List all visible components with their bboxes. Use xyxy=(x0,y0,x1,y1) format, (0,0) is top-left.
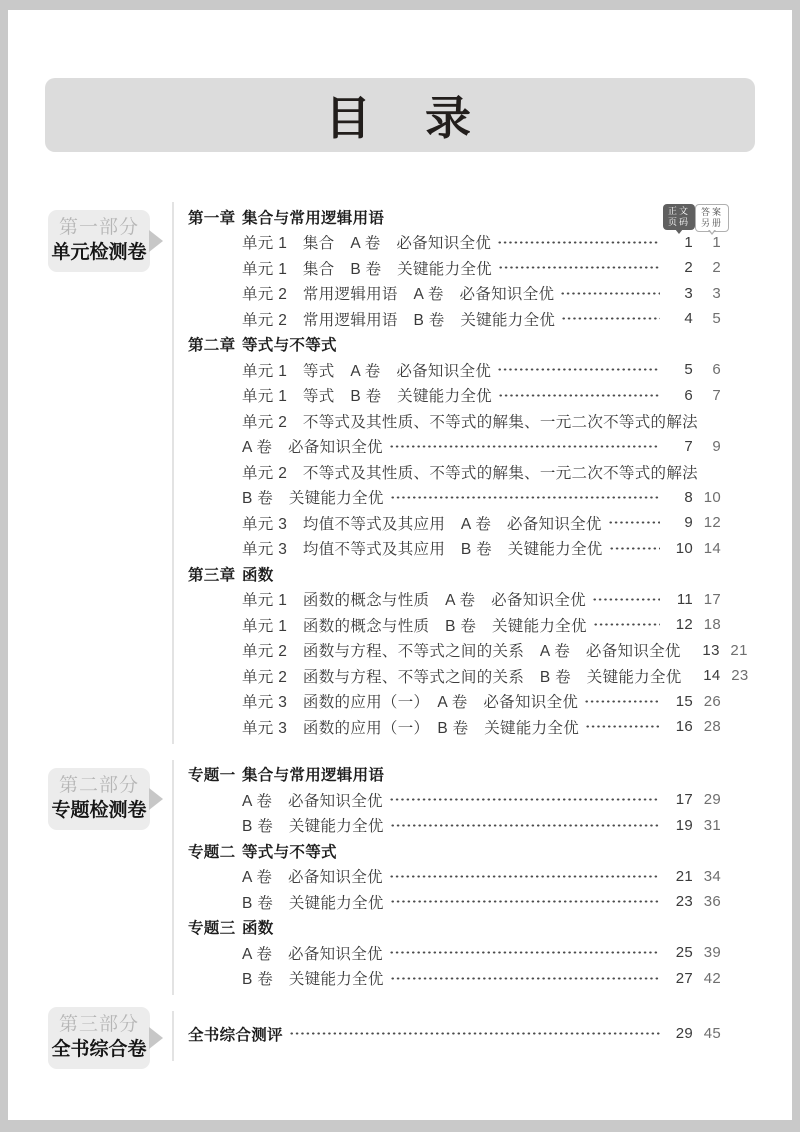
scanned-toc-page xyxy=(8,10,792,1120)
part-section-3 xyxy=(48,1011,752,1061)
toc-entry xyxy=(188,255,721,281)
main-page-number: 23 xyxy=(675,893,693,911)
main-page-number: 21 xyxy=(675,867,693,885)
main-page-number: 7 xyxy=(684,437,693,455)
dot-leader xyxy=(592,591,660,607)
group-heading xyxy=(188,561,721,587)
part-section-1 xyxy=(48,202,752,744)
entry-label: 单元 3 函数的应用（一） B 卷 关键能力全优 xyxy=(242,719,580,737)
toc-entry xyxy=(188,408,721,434)
column-header-main-page-badge xyxy=(663,204,695,230)
part-label: 第二部分 xyxy=(58,774,139,796)
toc-entry xyxy=(188,510,721,536)
entry-label: A 卷 必备知识全优 xyxy=(242,439,383,457)
toc-entry xyxy=(188,587,721,613)
entry-label: A 卷 必备知识全优 xyxy=(242,945,383,963)
answer-page-number: 7 xyxy=(712,386,721,404)
dot-leader xyxy=(560,285,660,301)
answer-page-number: 36 xyxy=(703,893,721,911)
toc-sections xyxy=(48,202,752,1061)
part-label: 第三部分 xyxy=(58,1014,139,1035)
part-section-2 xyxy=(48,760,752,996)
dot-leader xyxy=(389,945,660,961)
toc-entry xyxy=(188,864,721,890)
dot-leader xyxy=(498,387,660,403)
section-body xyxy=(172,202,749,744)
entry-label: 单元 2 常用逻辑用语 B 卷 关键能力全优 xyxy=(242,311,556,329)
group-number: 专题一 xyxy=(188,767,236,785)
toc-entry xyxy=(188,383,721,409)
main-page-number: 6 xyxy=(684,386,693,404)
dot-leader xyxy=(584,693,660,709)
main-page-number: 9 xyxy=(684,514,693,532)
main-page-number: 3 xyxy=(684,284,693,302)
part-name: 全书综合卷 xyxy=(51,1039,147,1060)
entry-label: B 卷 关键能力全优 xyxy=(242,971,384,989)
main-page-number: 12 xyxy=(675,616,693,634)
dot-leader xyxy=(498,260,660,276)
part-badge xyxy=(48,1007,150,1069)
dot-leader xyxy=(289,1026,660,1042)
main-page-number: 19 xyxy=(675,816,693,834)
entry-label: 单元 1 集合 B 卷 关键能力全优 xyxy=(242,260,492,278)
group-number: 第二章 xyxy=(188,337,236,355)
group-number: 专题三 xyxy=(188,920,236,938)
group-title: 等式与不等式 xyxy=(242,337,337,355)
answer-page-number: 34 xyxy=(703,867,721,885)
column-header-answer-booklet-badge xyxy=(695,204,729,232)
section-body xyxy=(172,760,721,996)
answer-page-number: 18 xyxy=(703,616,721,634)
column-header-main-page-line2: 页码 xyxy=(667,216,690,227)
page-title: 目 录 xyxy=(325,92,475,144)
toc-entry xyxy=(188,459,721,485)
group-title: 函数 xyxy=(242,566,274,584)
group-title: 集合与常用逻辑用语 xyxy=(242,767,385,785)
answer-page-number: 2 xyxy=(712,259,721,277)
main-page-number: 8 xyxy=(684,488,693,506)
answer-page-number: 14 xyxy=(703,539,721,557)
main-page-number: 2 xyxy=(684,259,693,277)
toc-entry xyxy=(188,689,721,715)
answer-page-number: 21 xyxy=(730,641,748,659)
entry-label: 单元 3 函数的应用（一） A 卷 必备知识全优 xyxy=(242,694,579,712)
dot-leader xyxy=(390,817,660,833)
answer-page-number: 26 xyxy=(703,692,721,710)
group-number: 第一章 xyxy=(188,209,236,227)
toc-entry xyxy=(188,638,748,664)
toc-entry xyxy=(188,889,721,915)
column-header-main-page-line1: 正文 xyxy=(667,206,690,216)
toc-entry xyxy=(188,813,721,839)
dot-leader xyxy=(389,438,660,454)
group-title: 等式与不等式 xyxy=(242,843,337,861)
group-heading xyxy=(188,332,721,358)
answer-page-number: 3 xyxy=(712,284,721,302)
answer-page-number: 9 xyxy=(712,437,721,455)
answer-page-number: 17 xyxy=(703,590,721,608)
answer-page-number: 28 xyxy=(703,718,721,736)
main-page-number: 17 xyxy=(675,791,693,809)
main-page-number: 25 xyxy=(675,944,693,962)
toc-entry xyxy=(188,536,721,562)
entry-label: 单元 1 等式 A 卷 必备知识全优 xyxy=(242,362,492,380)
answer-page-number: 5 xyxy=(712,310,721,328)
toc-entry xyxy=(188,714,721,740)
part-label: 第一部分 xyxy=(58,217,139,238)
entry-label: 单元 1 函数的概念与性质 A 卷 必备知识全优 xyxy=(242,592,586,610)
toc-entry xyxy=(188,940,721,966)
dot-leader xyxy=(389,792,660,808)
toc-entry xyxy=(188,1021,721,1047)
main-page-number: 29 xyxy=(675,1025,693,1043)
main-page-number: 5 xyxy=(684,361,693,379)
dot-leader xyxy=(609,540,660,556)
toc-content xyxy=(48,202,752,1077)
main-page-number: 14 xyxy=(703,667,721,685)
answer-page-number: 39 xyxy=(703,944,721,962)
main-page-number: 15 xyxy=(675,692,693,710)
main-page-number: 1 xyxy=(684,233,693,251)
part-badge xyxy=(48,210,150,272)
entry-label: B 卷 关键能力全优 xyxy=(242,490,384,508)
answer-page-number: 31 xyxy=(703,816,721,834)
entry-label: 全书综合测评 xyxy=(188,1026,283,1044)
entry-label: B 卷 关键能力全优 xyxy=(242,894,384,912)
entry-label: B 卷 关键能力全优 xyxy=(242,818,384,836)
dot-leader xyxy=(585,719,660,735)
entry-label: 单元 2 函数与方程、不等式之间的关系 A 卷 必备知识全优 xyxy=(242,643,681,661)
group-title: 集合与常用逻辑用语 xyxy=(242,209,385,227)
entry-label: 单元 2 常用逻辑用语 A 卷 必备知识全优 xyxy=(242,286,555,304)
column-header-answer-booklet-line1: 答案 xyxy=(700,207,723,217)
dot-leader xyxy=(608,515,660,531)
page-title-banner xyxy=(45,78,755,152)
main-page-number: 10 xyxy=(675,539,693,557)
answer-page-number: 29 xyxy=(703,791,721,809)
toc-entry xyxy=(188,612,721,638)
entry-label: 单元 1 等式 B 卷 关键能力全优 xyxy=(242,388,492,406)
toc-entry xyxy=(188,230,721,256)
dot-leader xyxy=(561,311,660,327)
toc-entry xyxy=(188,306,721,332)
entry-label: 单元 3 均值不等式及其应用 B 卷 关键能力全优 xyxy=(242,541,603,559)
entry-label: 单元 2 不等式及其性质、不等式的解集、一元二次不等式的解法 xyxy=(242,413,698,431)
group-title: 函数 xyxy=(242,920,274,938)
entry-label: 单元 1 函数的概念与性质 B 卷 关键能力全优 xyxy=(242,617,587,635)
main-page-number: 4 xyxy=(684,310,693,328)
dot-leader xyxy=(389,868,660,884)
part-name: 单元检测卷 xyxy=(51,242,147,263)
group-number: 第三章 xyxy=(188,566,236,584)
entry-label: 单元 3 均值不等式及其应用 A 卷 必备知识全优 xyxy=(242,515,602,533)
group-number: 专题二 xyxy=(188,843,236,861)
toc-entry xyxy=(188,434,721,460)
group-heading xyxy=(188,204,721,230)
toc-entry xyxy=(188,485,721,511)
answer-page-number: 6 xyxy=(712,361,721,379)
toc-entry xyxy=(188,357,721,383)
main-page-number: 16 xyxy=(675,718,693,736)
answer-page-number: 10 xyxy=(703,488,721,506)
main-page-number: 27 xyxy=(675,969,693,987)
dot-leader xyxy=(593,617,660,633)
dot-leader xyxy=(497,234,660,250)
part-name: 专题检测卷 xyxy=(51,799,147,821)
answer-page-number: 12 xyxy=(703,514,721,532)
toc-entry xyxy=(188,663,749,689)
entry-label: 单元 2 不等式及其性质、不等式的解集、一元二次不等式的解法 xyxy=(242,464,698,482)
dot-leader xyxy=(390,894,660,910)
entry-label: A 卷 必备知识全优 xyxy=(242,869,383,887)
dot-leader xyxy=(390,970,660,986)
column-header-answer-booklet-line2: 另册 xyxy=(700,217,723,228)
dot-leader xyxy=(497,362,660,378)
answer-page-number: 45 xyxy=(703,1025,721,1043)
group-heading xyxy=(188,915,721,941)
dot-leader xyxy=(390,489,660,505)
part-badge xyxy=(48,768,150,830)
main-page-number: 13 xyxy=(702,641,720,659)
answer-page-number: 42 xyxy=(703,969,721,987)
group-heading xyxy=(188,838,721,864)
toc-entry xyxy=(188,787,721,813)
answer-page-number: 1 xyxy=(712,233,721,251)
group-heading xyxy=(188,762,721,788)
main-page-number: 11 xyxy=(676,590,693,608)
toc-entry xyxy=(188,281,721,307)
entry-label: 单元 2 函数与方程、不等式之间的关系 B 卷 关键能力全优 xyxy=(242,668,682,686)
entry-label: A 卷 必备知识全优 xyxy=(242,792,383,810)
answer-page-number: 23 xyxy=(731,667,749,685)
section-body xyxy=(172,1011,721,1061)
entry-label: 单元 1 集合 A 卷 必备知识全优 xyxy=(242,235,492,253)
toc-entry xyxy=(188,966,721,992)
